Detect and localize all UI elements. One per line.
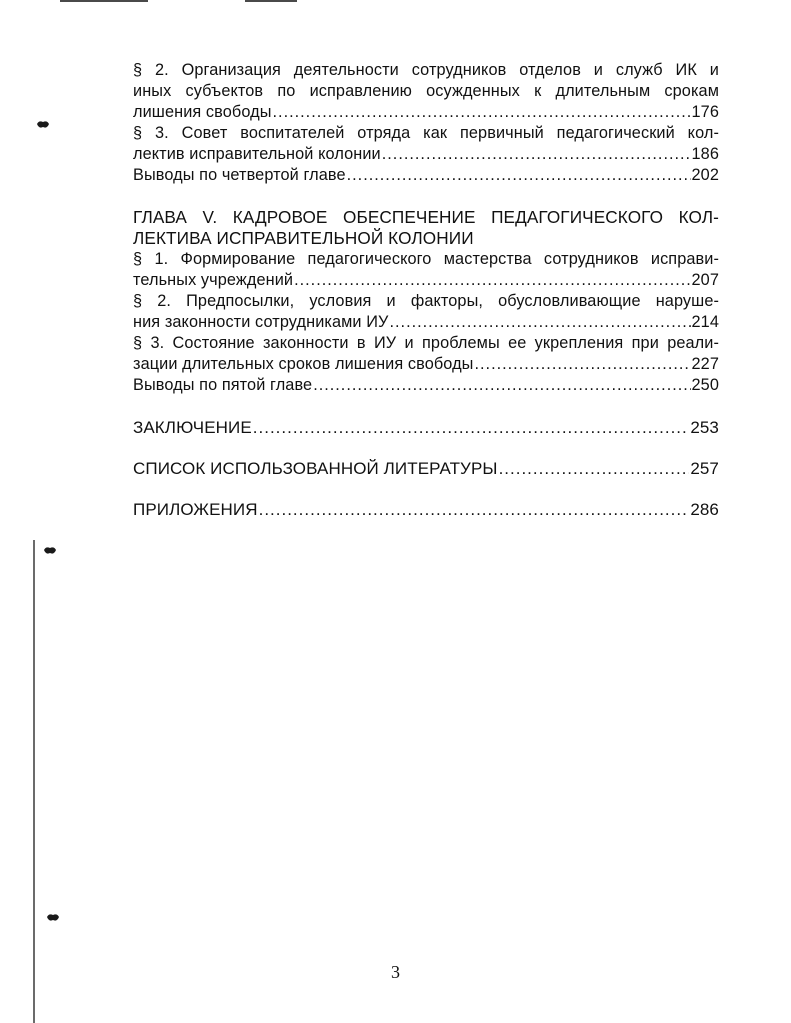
toc-page-number: 253 [690, 418, 719, 437]
toc-entry-title: ПРИЛОЖЕНИЯ [133, 500, 258, 519]
dot-leader [313, 375, 690, 396]
toc-entry-last-line [133, 312, 719, 333]
toc-page-number: 250 [691, 376, 719, 394]
toc-entry-last-line [133, 270, 719, 291]
toc-page-number: 214 [691, 313, 719, 331]
toc-entry-line: иных субъектов по исправлению осужденных к длительным срокам [133, 82, 719, 100]
toc-entry-title: СПИСОК ИСПОЛЬЗОВАННОЙ ЛИТЕРАТУРЫ [133, 459, 498, 478]
toc-page-number: 257 [690, 459, 719, 478]
toc-page-number: 176 [691, 103, 719, 121]
toc-entry-title: лишения свободы [133, 103, 272, 121]
toc-entry-last-line [133, 354, 719, 375]
toc-entry-line: § 2. Организация деятельности сотрудников отделов и служб ИК и [133, 61, 719, 79]
toc-references [133, 458, 719, 479]
toc-entry [133, 291, 719, 333]
punch-hole-mark-icon [36, 120, 50, 129]
dot-leader [499, 458, 690, 479]
toc-page-number: 286 [690, 500, 719, 519]
scan-artifact-left-edge [33, 540, 35, 1023]
toc-entry-last-line [133, 144, 719, 165]
chapter-heading-line: ГЛАВА V. КАДРОВОЕ ОБЕСПЕЧЕНИЕ ПЕДАГОГИЧЕСКОГО КОЛ- [133, 207, 719, 227]
page-number: 3 [391, 962, 400, 982]
dot-leader [253, 417, 690, 438]
toc-entry [133, 165, 719, 186]
chapter-block [133, 207, 719, 396]
toc-conclusion [133, 417, 719, 438]
toc-entry-line: § 2. Предпосылки, условия и факторы, обусловливающие наруше- [133, 292, 719, 310]
toc-entry [133, 123, 719, 165]
chapter-heading-line: ЛЕКТИВА ИСПРАВИТЕЛЬНОЙ КОЛОНИИ [133, 228, 474, 248]
toc-entry [133, 249, 719, 291]
toc-entry-title: ния законности сотрудниками ИУ [133, 313, 389, 331]
dot-leader [390, 312, 691, 333]
toc-page-number: 207 [691, 271, 719, 289]
toc-page-number: 202 [691, 166, 719, 184]
dot-leader [294, 270, 690, 291]
toc-entry [133, 375, 719, 396]
toc-entry-last-line [133, 102, 719, 123]
scan-artifact-top-left [60, 0, 148, 2]
scan-artifact-top-right [245, 0, 297, 2]
toc-entry-title: зации длительных сроков лишения свободы [133, 355, 474, 373]
toc-entry-line: § 3. Состояние законности в ИУ и проблемы ее укрепления при реали- [133, 334, 719, 352]
toc-entry-title: Выводы по четвертой главе [133, 166, 346, 184]
toc-appendices [133, 499, 719, 520]
toc-entry-title: Выводы по пятой главе [133, 376, 313, 394]
punch-hole-mark-icon [43, 546, 57, 555]
toc-entry-line: § 3. Совет воспитателей отряда как первичный педагогический кол- [133, 124, 719, 142]
toc-page-number: 227 [691, 355, 719, 373]
dot-leader [259, 499, 690, 520]
toc-entry [133, 333, 719, 375]
toc-page-number: 186 [691, 145, 719, 163]
toc-entry-last-line [133, 165, 719, 186]
dot-leader [475, 354, 691, 375]
dot-leader [347, 165, 691, 186]
toc-entry-line: § 1. Формирование педагогического мастерства сотрудников исправи- [133, 250, 719, 268]
toc-entry-title: лектив исправительной колонии [133, 145, 381, 163]
dot-leader [273, 102, 691, 123]
punch-hole-mark-icon [46, 913, 60, 922]
toc-entry-last-line [133, 375, 719, 396]
toc-entry-title: тельных учреждений [133, 271, 294, 289]
dot-leader [382, 144, 691, 165]
toc-entry-title: ЗАКЛЮЧЕНИЕ [133, 418, 252, 437]
toc-entry [133, 60, 719, 123]
table-of-contents [133, 60, 719, 520]
